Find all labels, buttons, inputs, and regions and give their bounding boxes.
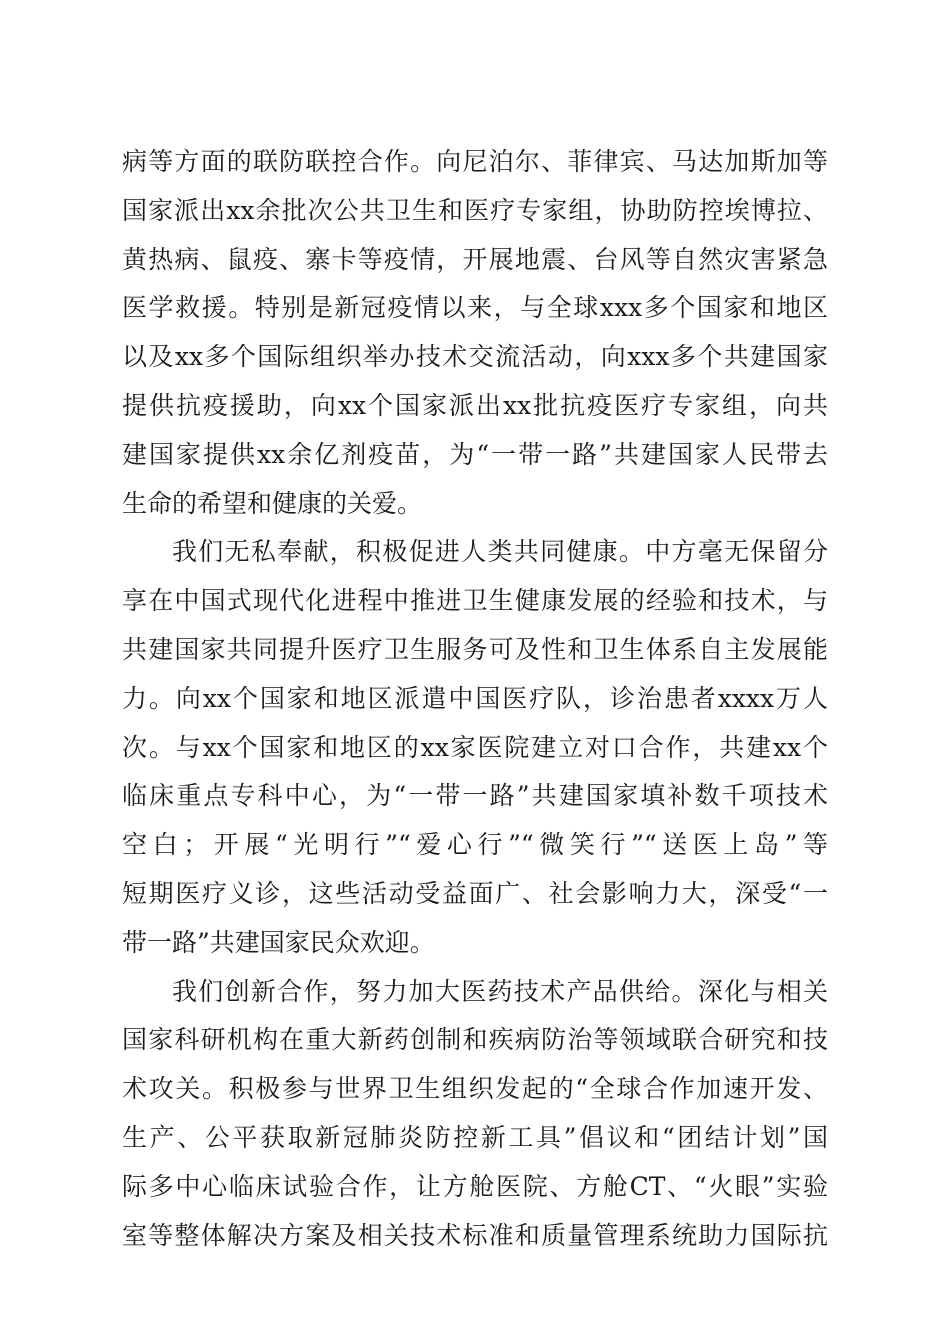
text-line: 国家科研机构在重大新药创制和疾病防治等领域联合研究和技 xyxy=(122,1025,828,1055)
text-line: 建国家提供xx余亿剂疫苗，为“一带一路”共建国家人民带去 xyxy=(122,439,828,469)
text-line: 力。向xx个国家和地区派遣中国医疗队，诊治患者xxxx万人 xyxy=(122,683,828,713)
text-line: 带一路”共建国家民众欢迎。 xyxy=(122,927,435,957)
text-line: 我们无私奉献，积极促进人类共同健康。中方毫无保留分 xyxy=(172,537,828,567)
text-line: 以及xx多个国际组织举办技术交流活动，向xxx多个共建国家 xyxy=(122,342,828,372)
text-line: 生命的希望和健康的关爱。 xyxy=(122,488,423,518)
text-line: 短期医疗义诊，这些活动受益面广、社会影响力大，深受“一 xyxy=(122,878,828,908)
text-line: 临床重点专科中心，为“一带一路”共建国家填补数千项技术 xyxy=(122,781,828,811)
paragraph-3 xyxy=(122,968,828,1261)
text-line: 际多中心临床试验合作，让方舱医院、方舱CT、“火眼”实验 xyxy=(122,1171,828,1201)
text-line: 术攻关。积极参与世界卫生组织发起的“全球合作加速开发、 xyxy=(122,1074,828,1104)
paragraph-1 xyxy=(122,138,828,528)
text-line: 提供抗疫援助，向xx个国家派出xx批抗疫医疗专家组，向共 xyxy=(122,390,828,420)
text-line: 享在中国式现代化进程中推进卫生健康发展的经验和技术，与 xyxy=(122,586,828,616)
paragraph-2 xyxy=(122,528,828,967)
text-line: 我们创新合作，努力加大医药技术产品供给。深化与相关 xyxy=(172,976,828,1006)
text-line: 共建国家共同提升医疗卫生服务可及性和卫生体系自主发展能 xyxy=(122,634,828,664)
text-line: 病等方面的联防联控合作。向尼泊尔、菲律宾、马达加斯加等 xyxy=(122,147,828,176)
text-line: 医学救援。特别是新冠疫情以来，与全球xxx多个国家和地区 xyxy=(122,293,828,323)
text-line: 国家派出xx余批次公共卫生和医疗专家组，协助防控埃博拉、 xyxy=(122,195,828,225)
text-line: 生产、公平获取新冠肺炎防控新工具”倡议和“团结计划”国 xyxy=(122,1122,828,1152)
text-line: 黄热病、鼠疫、寨卡等疫情，开展地震、台风等自然灾害紧急 xyxy=(122,244,828,274)
text-line: 次。与xx个国家和地区的xx家医院建立对口合作，共建xx个 xyxy=(122,732,828,762)
text-line: 空白；开展“光明行”“爱心行”“微笑行”“送医上岛”等 xyxy=(122,830,828,860)
text-line: 室等整体解决方案及相关技术标准和质量管理系统助力国际抗 xyxy=(122,1220,828,1250)
body-text xyxy=(122,138,828,1260)
